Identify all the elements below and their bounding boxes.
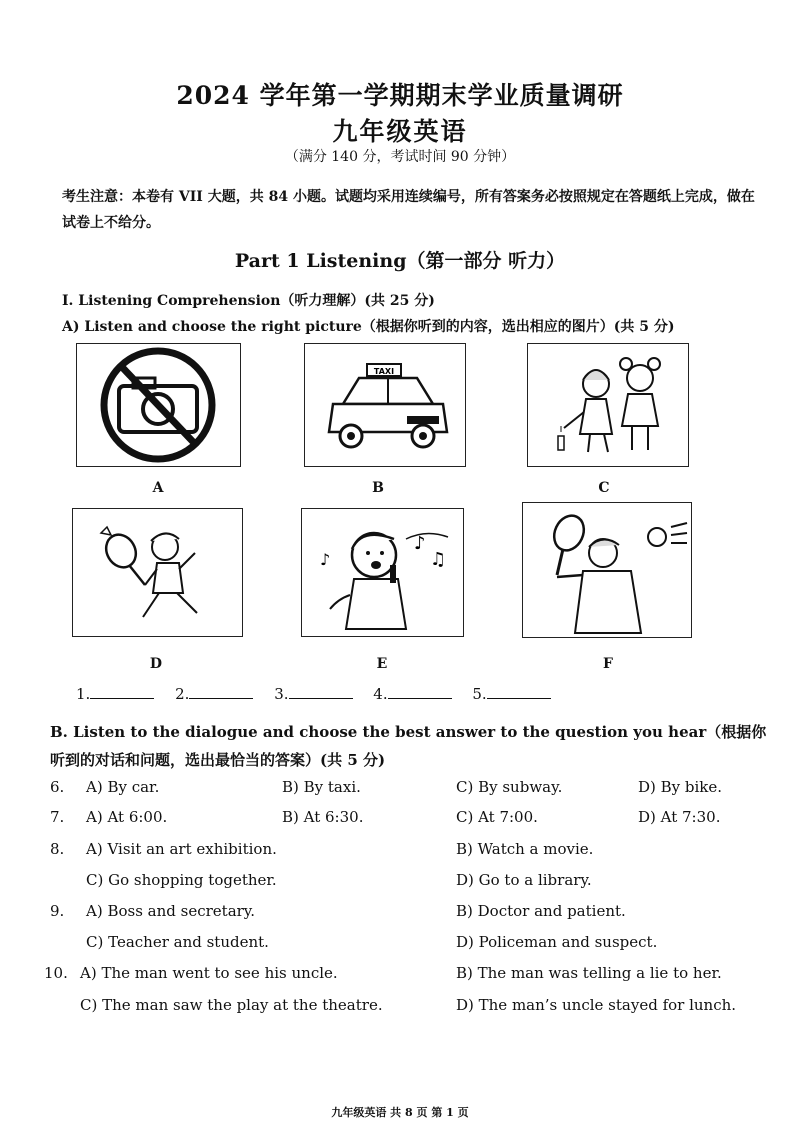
option-b: B) The man was telling a lie to her. [456,964,722,982]
question-number: 9. [50,902,65,920]
picture-d-label: D [149,656,163,672]
option-c: C) Teacher and student. [86,933,269,951]
question-number: 10. [44,964,68,982]
question-8 [0,840,800,864]
picture-a [76,343,241,467]
picture-b [304,343,466,467]
picture-f [522,502,692,638]
option-c: C) At 7:00. [456,808,538,826]
question-number: 6. [50,778,65,796]
option-c: C) Go shopping together. [86,871,277,889]
answer-blank[interactable]: 5. [472,684,550,703]
picture-e-label: E [376,656,388,672]
taxi-sign: TAXI [373,367,395,376]
picture-a-label: A [152,480,164,496]
question-10-row2 [0,996,800,1020]
question-8-row2 [0,871,800,895]
picture-c-label: C [598,480,610,496]
part1-title: Part 1 Listening（第一部分 听力） [234,250,566,272]
sectionB-title: B. Listen to the dialogue and choose the best answer to the question you hear（根据你听到的对话和问题，选出最恰当的答案）(共 5 分) [50,723,767,769]
no-camera-icon [77,344,240,466]
option-a: A) Boss and secretary. [86,902,256,920]
option-c: C) The man saw the play at the theatre. [80,996,383,1014]
option-c: C) By subway. [456,778,563,796]
badminton-player-icon [73,509,242,636]
option-d: D) Policeman and suspect. [456,933,658,951]
option-d: D) At 7:30. [638,808,721,826]
question-number: 8. [50,840,65,858]
question-10 [0,964,800,988]
tennis-player-icon [523,503,691,637]
option-a: A) By car. [86,778,160,796]
question-7 [0,808,800,832]
answer-blank[interactable]: 1. [76,684,154,703]
option-b: B) Doctor and patient. [456,902,626,920]
taxi-icon [305,344,465,466]
option-d: D) The man’s uncle stayed for lunch. [456,996,737,1014]
answer-blank[interactable]: 3. [274,684,352,703]
svg-text:♫: ♫ [430,549,447,570]
question-9-row2 [0,933,800,957]
exam-notice: 考生注意：本卷有 VII 大题，共 84 小题。试题均采用连续编号，所有答案务必按照规定在答题纸上完成，做在试卷上不给分。 [62,189,755,231]
question-9 [0,902,800,926]
svg-text:♪: ♪ [320,550,331,569]
section1-title: I. Listening Comprehension（听力理解）(共 25 分) [62,293,435,309]
page-footer: 九年级英语 共 8 页 第 1 页 [331,1106,469,1119]
option-a: A) Visit an art exhibition. [86,840,277,858]
question-6 [0,778,800,802]
exam-title: 2024 学年第一学期期末学业质量调研 [176,81,624,110]
picture-c [527,343,689,467]
option-b: B) By taxi. [282,778,361,796]
boy-singing-icon [302,509,463,636]
answer-blank[interactable]: 4. [373,684,451,703]
option-b: B) Watch a movie. [456,840,594,858]
option-a: A) The man went to see his uncle. [80,964,338,982]
option-a: A) At 6:00. [86,808,168,826]
answer-blank[interactable]: 2. [175,684,253,703]
svg-text:♪: ♪ [414,533,426,554]
question-number: 7. [50,808,65,826]
answer-blanks [76,684,567,703]
sectionA-title: A) Listen and choose the right picture（根据你听到的内容，选出相应的图片）(共 5 分) [62,319,675,335]
picture-e [301,508,464,637]
picture-b-label: B [372,480,384,496]
exam-subject: 九年级英语 [332,117,468,146]
children-fireworks-icon [528,344,688,466]
option-d: D) Go to a library. [456,871,592,889]
picture-f-label: F [603,656,613,672]
option-b: B) At 6:30. [282,808,364,826]
exam-subtitle: （满分 140 分，考试时间 90 分钟） [284,149,516,165]
picture-d [72,508,243,637]
option-d: D) By bike. [638,778,723,796]
